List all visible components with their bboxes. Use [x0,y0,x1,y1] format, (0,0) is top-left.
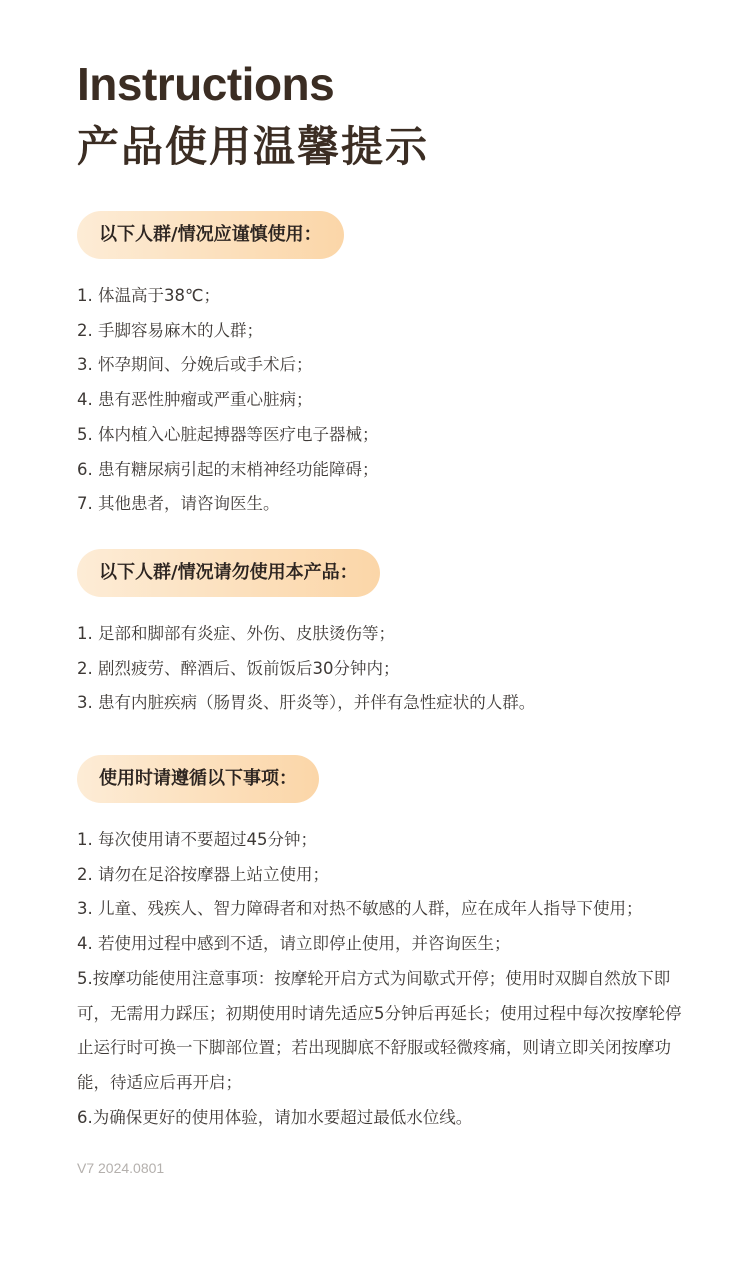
usage-rules-list [77,823,710,1135]
section-heading-prohibited: 以下人群/情况请勿使用本产品： [77,549,380,597]
list-item: 4. 患有恶性肿瘤或严重心脏病； [77,390,313,410]
list-item: 7. 其他患者，请咨询医生。 [77,494,280,514]
list-item: 5. 体内植入心脏起搏器等医疗电子器械； [77,424,379,444]
list-item: 2. 请勿在足浴按摩器上站立使用； [77,864,329,884]
list-item: 4. 若使用过程中感到不适，请立即停止使用，并咨询医生； [77,934,511,954]
section-heading-usage-rules: 使用时请遵循以下事项： [77,755,319,803]
list-item: 2. 手脚容易麻木的人群； [77,320,263,340]
section-heading-caution: 以下人群/情况应谨慎使用： [77,211,344,259]
list-item: 1. 足部和脚部有炎症、外伤、皮肤烫伤等； [77,624,395,643]
section-caution [77,211,710,522]
section-usage-rules [77,755,710,1135]
page-title-en: Instructions [77,58,335,110]
list-item: 6. 患有糖尿病引起的末梢神经功能障碍； [77,459,379,479]
list-item: 2. 剧烈疲劳、醉酒后、饭前饭后30分钟内； [77,658,400,678]
section-prohibited [77,549,710,721]
page-title-cn: 产品使用温馨提示 [77,122,430,171]
list-item: 3. 怀孕期间、分娩后或手术后； [77,355,313,375]
prohibited-list [77,617,710,721]
list-item: 6.为确保更好的使用体验，请加水要超过最低水位线。 [77,1107,473,1127]
list-item: 5.按摩功能使用注意事项：按摩轮开启方式为间歇式开停；使用时双脚自然放下即可，无需用力踩压；初期使用时请先适应5分钟后再延长；使用过程中每次按摩轮停止运行时可换一下脚部位置；若出现脚底不舒服或轻微疼痛，则请立即关闭按摩功能，待适应后再开启； [77,968,682,1092]
list-item: 3. 儿童、残疾人、智力障碍者和对热不敏感的人群，应在成年人指导下使用； [77,899,643,919]
list-item: 1. 体温高于38℃； [77,286,221,305]
version-label: V7 2024.0801 [77,1160,165,1176]
list-item: 3. 患有内脏疾病（肠胃炎、肝炎等），并伴有急性症状的人群。 [77,693,536,713]
caution-list [77,279,710,522]
list-item: 1. 每次使用请不要超过45分钟； [77,830,317,849]
